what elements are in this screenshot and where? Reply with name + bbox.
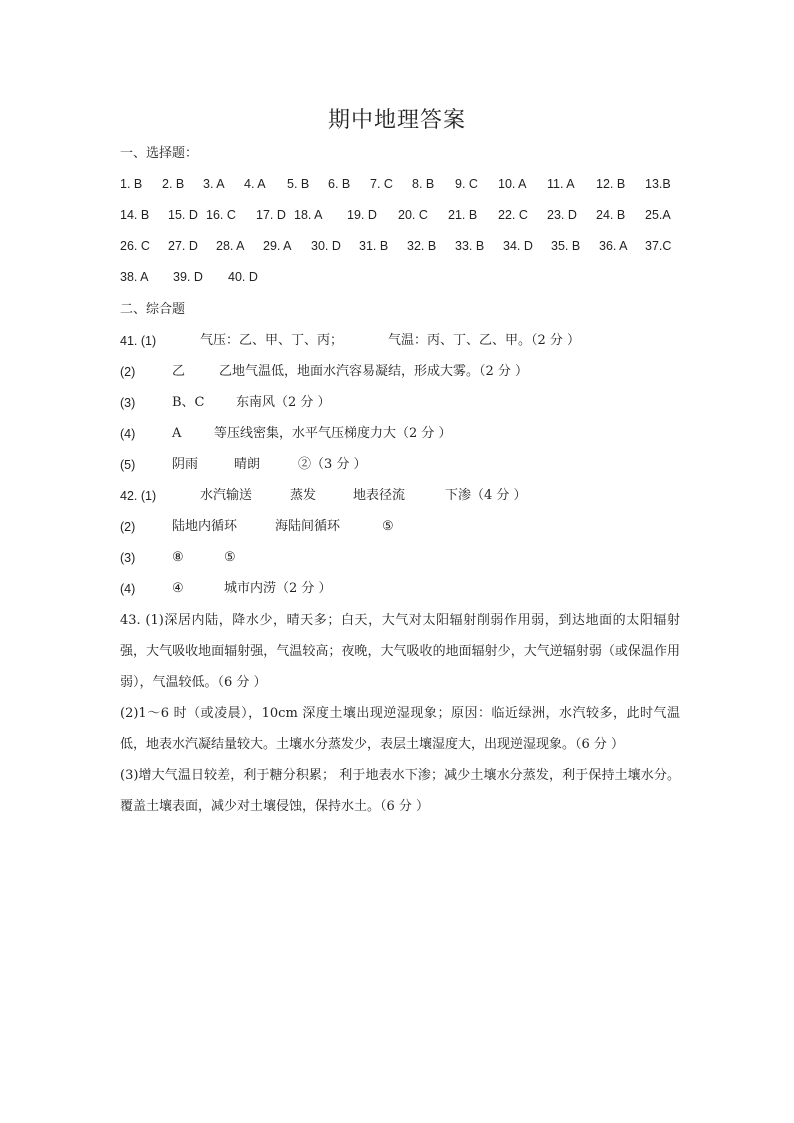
part-label: (3) — [120, 551, 136, 565]
mc-answer: 19. D — [347, 208, 377, 222]
mc-answer: 22. C — [498, 208, 528, 222]
mc-answer: 31. B — [359, 239, 389, 253]
q41-part2 — [120, 363, 680, 381]
answer-text: 城市内涝（2 分 ） — [224, 581, 332, 596]
mc-answer: 4. A — [244, 177, 266, 191]
part-label: (4) — [120, 582, 136, 596]
mc-row-4 — [120, 270, 680, 288]
mc-answer: 21. B — [448, 208, 478, 222]
mc-answer: 36. A — [599, 239, 628, 253]
answer-text: 等压线密集，水平气压梯度力大（2 分 ） — [214, 426, 452, 441]
answer-text: 水汽输送 — [200, 488, 253, 503]
q43-part3: (3)增大气温日较差，利于糖分积累； 利于地表水下渗；减少土壤水分蒸发，利于保持土壤水分。覆盖土壤表面，减少对土壤侵蚀，保持水土。（6 分 ） — [120, 768, 680, 814]
mc-answer: 35. B — [551, 239, 581, 253]
answer-text: 地表径流 — [353, 488, 406, 503]
q43-part1: 43. (1)深居内陆，降水少，晴天多；白天，大气对太阳辐射削弱作用弱，到达地面的太阳辐射强，大气吸收地面辐射强，气温较高；夜晚，大气吸收的地面辐射少，大气逆辐射弱（或保温作用弱），气温较低。（6 分 ） — [120, 613, 680, 690]
part-label: (3) — [120, 396, 136, 410]
q41-part1 — [120, 332, 680, 350]
mc-answer: 9. C — [455, 177, 478, 191]
mc-answer: 15. D — [168, 208, 198, 222]
q41-part3 — [120, 394, 680, 412]
mc-answer: 24. B — [596, 208, 626, 222]
part-label: (5) — [120, 458, 136, 472]
part-label: (2) — [120, 365, 136, 379]
mc-answer: 7. C — [370, 177, 393, 191]
q41-part5 — [120, 456, 680, 474]
mc-answer: 14. B — [120, 208, 150, 222]
mc-answer: 32. B — [407, 239, 437, 253]
answer-text: ②（3 分 ） — [298, 457, 367, 472]
part-label: 41. (1) — [120, 334, 157, 348]
answer-text: 晴朗 — [234, 457, 261, 472]
mc-answer: 5. B — [287, 177, 310, 191]
mc-answer: 17. D — [256, 208, 286, 222]
mc-answer: 37.C — [645, 239, 672, 253]
mc-answer: 34. D — [503, 239, 533, 253]
answer-text: ⑤ — [382, 519, 394, 534]
mc-answer: 3. A — [203, 177, 225, 191]
section-heading-multiple-choice: 一、选择题： — [120, 146, 199, 161]
answer-text: 海陆间循环 — [275, 519, 341, 534]
mc-row-3 — [120, 239, 680, 257]
q43-part2: (2)1～6 时（或凌晨），10cm 深度土壤出现逆湿现象；原因：临近绿洲，水汽较多，此时气温低，地表水汽凝结量较大。土壤水分蒸发少，表层土壤湿度大，出现逆湿现象。（6 分 ） — [120, 706, 680, 752]
mc-answer: 20. C — [398, 208, 428, 222]
mc-answer: 13.B — [645, 177, 671, 191]
q42-part3 — [120, 549, 680, 567]
mc-answer: 28. A — [216, 239, 245, 253]
mc-answer: 1. B — [120, 177, 143, 191]
answer-text: A — [172, 426, 182, 441]
answer-text: 东南风（2 分 ） — [236, 395, 331, 410]
part-label: (4) — [120, 427, 136, 441]
mc-answer: 11. A — [547, 177, 575, 191]
mc-answer: 6. B — [328, 177, 351, 191]
q42-part1 — [120, 487, 680, 505]
mc-answer: 16. C — [206, 208, 236, 222]
answer-text: ④ — [172, 581, 184, 596]
answer-text: 气温：丙、丁、乙、甲。（2 分 ） — [388, 333, 581, 348]
mc-answer: 2. B — [162, 177, 185, 191]
mc-answer: 26. C — [120, 239, 150, 253]
answer-text: ⑧ — [172, 550, 184, 565]
q41-part4 — [120, 425, 680, 443]
mc-answer: 38. A — [120, 270, 149, 284]
mc-row-2 — [120, 208, 680, 226]
answer-text: 乙地气温低，地面水汽容易凝结，形成大雾。（2 分 ） — [219, 364, 529, 379]
mc-answer: 10. A — [498, 177, 527, 191]
mc-answer: 40. D — [228, 270, 258, 284]
q42-part2 — [120, 518, 680, 536]
page-title: 期中地理答案 — [327, 108, 466, 133]
mc-answer: 27. D — [168, 239, 198, 253]
mc-answer: 25.A — [645, 208, 671, 222]
mc-row-1 — [120, 177, 680, 195]
q42-part4 — [120, 580, 680, 598]
mc-answer: 23. D — [547, 208, 577, 222]
answer-text: 下渗（4 分 ） — [445, 488, 527, 503]
mc-answer: 30. D — [311, 239, 341, 253]
answer-text: ⑤ — [224, 550, 236, 565]
mc-answer: 29. A — [263, 239, 292, 253]
mc-answer: 8. B — [412, 177, 435, 191]
answer-text: 阴雨 — [172, 457, 199, 472]
answer-text: 陆地内循环 — [172, 519, 238, 534]
answer-text: 蒸发 — [290, 488, 317, 503]
mc-answer: 39. D — [173, 270, 203, 284]
mc-answer: 12. B — [596, 177, 626, 191]
answer-text: B、C — [172, 395, 205, 410]
part-label: 42. (1) — [120, 489, 157, 503]
part-label: (2) — [120, 520, 136, 534]
mc-answer: 33. B — [455, 239, 485, 253]
section-heading-comprehensive: 二、综合题 — [120, 302, 186, 317]
mc-answer: 18. A — [294, 208, 323, 222]
answer-text: 乙 — [172, 364, 186, 379]
answer-text: 气压：乙、甲、丁、丙； — [200, 333, 344, 348]
